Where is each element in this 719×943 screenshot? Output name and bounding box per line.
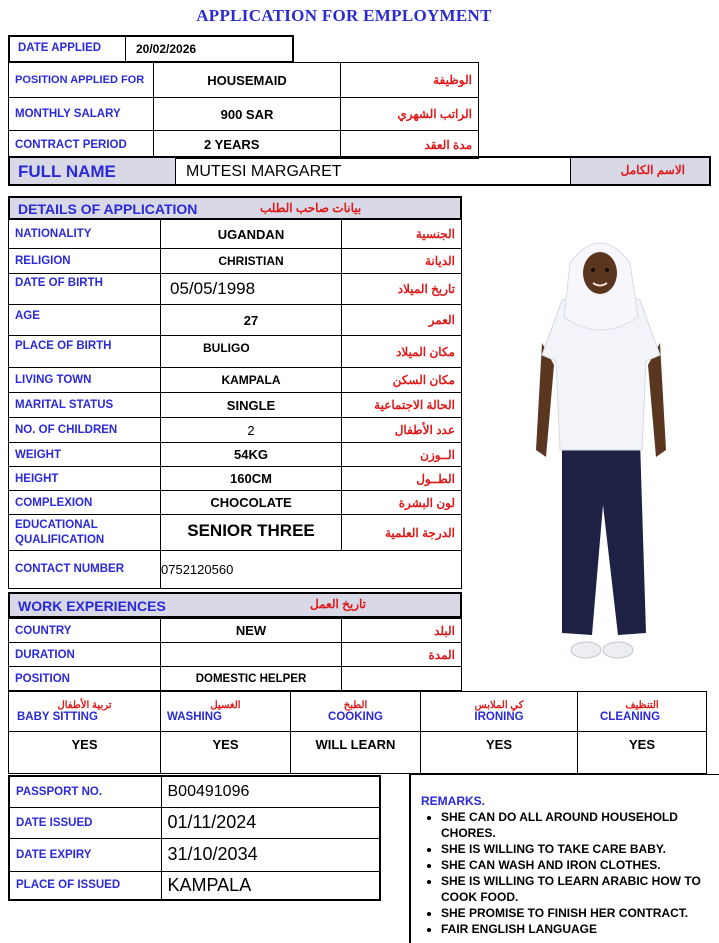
skill-label: CLEANING	[600, 711, 661, 723]
marital-status-label: MARITAL STATUS	[9, 393, 161, 418]
salary-arabic: الراتب الشهري	[341, 98, 479, 131]
duration-label: DURATION	[9, 643, 161, 667]
weight-arabic: الــوزن	[342, 443, 462, 467]
skills-header-row	[9, 692, 707, 732]
contract-label: CONTRACT PERIOD	[9, 131, 154, 159]
place-of-issue-value: KAMPALA	[161, 871, 380, 900]
living-town-arabic: مكان السكن	[342, 368, 462, 393]
table-row	[9, 667, 462, 691]
remark-item: • SHE PROMISE TO FINISH HER CONTRACT.	[441, 905, 719, 921]
passport-no-value: B00491096	[161, 776, 380, 807]
full-name-label: FULL NAME	[10, 158, 175, 184]
table-row	[9, 63, 479, 98]
table-row	[9, 619, 462, 643]
position-arabic: الوظيفة	[341, 63, 479, 98]
contract-arabic: مدة العقد	[341, 131, 479, 159]
table-row	[9, 336, 462, 368]
skill-value: YES	[578, 732, 707, 774]
details-heading-label: DETAILS OF APPLICATION	[18, 201, 198, 217]
full-name-row	[8, 156, 711, 186]
salary-label: MONTHLY SALARY	[9, 98, 154, 131]
marital-status-arabic: الحالة الاجتماعية	[342, 393, 462, 418]
date-expiry-label: DATE EXPIRY	[9, 838, 161, 871]
dob-value: 05/05/1998	[161, 274, 342, 305]
place-of-birth-arabic: مكان الميلاد	[342, 336, 462, 368]
skill-arabic: تربية الأطفال	[57, 700, 112, 711]
skill-cooking	[291, 692, 421, 732]
height-value: 160CM	[161, 467, 342, 491]
position-value: HOUSEMAID	[154, 63, 341, 98]
details-table	[8, 219, 462, 589]
table-row	[9, 274, 462, 305]
person-icon	[500, 225, 700, 670]
education-arabic: الدرجة العلمية	[342, 515, 462, 551]
date-applied-box	[8, 35, 294, 63]
skill-value: YES	[421, 732, 578, 774]
complexion-arabic: لون البشرة	[342, 491, 462, 515]
complexion-value: CHOCOLATE	[161, 491, 342, 515]
skill-baby-sitting	[9, 692, 161, 732]
date-issued-label: DATE ISSUED	[9, 807, 161, 838]
duration-arabic: المدة	[342, 643, 462, 667]
position-table	[8, 62, 479, 159]
table-row	[9, 871, 380, 900]
skill-label: BABY SITTING	[17, 711, 98, 723]
nationality-arabic: الجنسية	[342, 220, 462, 249]
applicant-photo	[500, 225, 700, 670]
full-name-arabic: الاسم الكامل	[620, 163, 685, 177]
details-heading-arabic: بيانات صاحب الطلب	[260, 201, 362, 215]
religion-arabic: الديانة	[342, 249, 462, 274]
remark-item: • FAIR ENGLISH LANGUAGE	[441, 921, 719, 937]
table-row	[9, 249, 462, 274]
contact-value: 0752120560	[161, 551, 462, 589]
place-of-birth-value: BULIGO	[161, 336, 342, 368]
remarks-list	[419, 809, 719, 937]
date-applied-label: DATE APPLIED	[18, 42, 102, 54]
height-arabic: الطــول	[342, 467, 462, 491]
table-row	[9, 305, 462, 336]
table-row	[9, 220, 462, 249]
nationality-label: NATIONALITY	[9, 220, 161, 249]
weight-value: 54KG	[161, 443, 342, 467]
table-row	[9, 131, 479, 159]
work-position-label: POSITION	[9, 667, 161, 691]
weight-label: WEIGHT	[9, 443, 161, 467]
living-town-label: LIVING TOWN	[9, 368, 161, 393]
contact-label: CONTACT NUMBER	[9, 551, 161, 589]
height-label: HEIGHT	[9, 467, 161, 491]
table-row	[9, 467, 462, 491]
table-row	[9, 643, 462, 667]
work-heading-arabic: تاريخ العمل	[310, 597, 367, 611]
skill-arabic: كي الملابس	[474, 700, 524, 711]
place-of-birth-label: PLACE OF BIRTH	[9, 336, 161, 368]
duration-value	[161, 643, 342, 667]
remark-item: • SHE CAN WASH AND IRON CLOTHES.	[441, 857, 719, 873]
work-table	[8, 618, 462, 691]
salary-value: 900 SAR	[154, 98, 341, 131]
table-row	[9, 776, 380, 807]
dob-arabic: تاريخ الميلاد	[342, 274, 462, 305]
skill-value: YES	[161, 732, 291, 774]
table-row	[9, 418, 462, 443]
skill-arabic: الغسيل	[210, 700, 241, 711]
page-title: APPLICATION FOR EMPLOYMENT	[196, 6, 492, 25]
skills-value-row	[9, 732, 707, 774]
skill-cleaning	[578, 692, 707, 732]
table-row	[9, 393, 462, 418]
marital-status-value: SINGLE	[161, 393, 342, 418]
children-value: 2	[161, 418, 342, 443]
table-row	[9, 98, 479, 131]
skill-arabic: الطبخ	[343, 700, 368, 711]
age-label: AGE	[9, 305, 161, 336]
skill-value: YES	[9, 732, 161, 774]
children-arabic: عدد الأطفال	[342, 418, 462, 443]
table-row	[9, 491, 462, 515]
skill-label: COOKING	[328, 711, 383, 723]
country-label: COUNTRY	[9, 619, 161, 643]
work-position-value: DOMESTIC HELPER	[161, 667, 342, 691]
work-heading-label: WORK EXPERIENCES	[18, 598, 166, 614]
skill-arabic: التنظيف	[625, 700, 659, 711]
full-name-value: MUTESI MARGARET	[186, 163, 342, 180]
date-issued-value: 01/11/2024	[161, 807, 380, 838]
dob-label: DATE OF BIRTH	[9, 274, 161, 305]
living-town-value: KAMPALA	[161, 368, 342, 393]
skills-table	[8, 691, 707, 774]
skill-washing	[161, 692, 291, 732]
skill-label: IRONING	[474, 711, 524, 723]
date-applied-value: 20/02/2026	[136, 42, 197, 56]
remarks-heading: REMARKS.	[421, 794, 486, 808]
children-label: NO. OF CHILDREN	[9, 418, 161, 443]
skill-ironing	[421, 692, 578, 732]
complexion-label: COMPLEXION	[9, 491, 161, 515]
age-value: 27	[161, 305, 342, 336]
table-row	[9, 551, 462, 589]
table-row	[9, 838, 380, 871]
education-value: SENIOR THREE	[161, 515, 342, 551]
remark-item: • SHE IS WILLING TO TAKE CARE BABY.	[441, 841, 719, 857]
remark-item: • SHE IS WILLING TO LEARN ARABIC HOW TO COOK FOOD.	[441, 873, 719, 905]
table-row	[9, 807, 380, 838]
education-label: EDUCATIONAL QUALIFICATION	[9, 515, 161, 551]
passport-table	[8, 775, 381, 901]
passport-no-label: PASSPORT NO.	[9, 776, 161, 807]
remarks-box	[409, 774, 719, 943]
full-name-arabic-cell	[570, 158, 709, 184]
table-row	[9, 368, 462, 393]
remark-item: • SHE CAN DO ALL AROUND HOUSEHOLD CHORES.	[441, 809, 719, 841]
religion-label: RELIGION	[9, 249, 161, 274]
skill-value: WILL LEARN	[291, 732, 421, 774]
contract-value: 2 YEARS	[154, 131, 341, 159]
age-arabic: العمر	[342, 305, 462, 336]
nationality-value: UGANDAN	[161, 220, 342, 249]
work-heading	[8, 592, 462, 618]
work-position-arabic	[342, 667, 462, 691]
country-arabic: البلد	[342, 619, 462, 643]
place-of-issue-label: PLACE OF ISSUED	[9, 871, 161, 900]
position-label: POSITION APPLIED FOR	[9, 63, 154, 98]
skill-label: WASHING	[167, 711, 222, 723]
country-value: NEW	[161, 619, 342, 643]
table-row	[9, 443, 462, 467]
table-row	[9, 515, 462, 551]
religion-value: CHRISTIAN	[161, 249, 342, 274]
date-expiry-value: 31/10/2034	[161, 838, 380, 871]
details-heading	[8, 196, 462, 220]
